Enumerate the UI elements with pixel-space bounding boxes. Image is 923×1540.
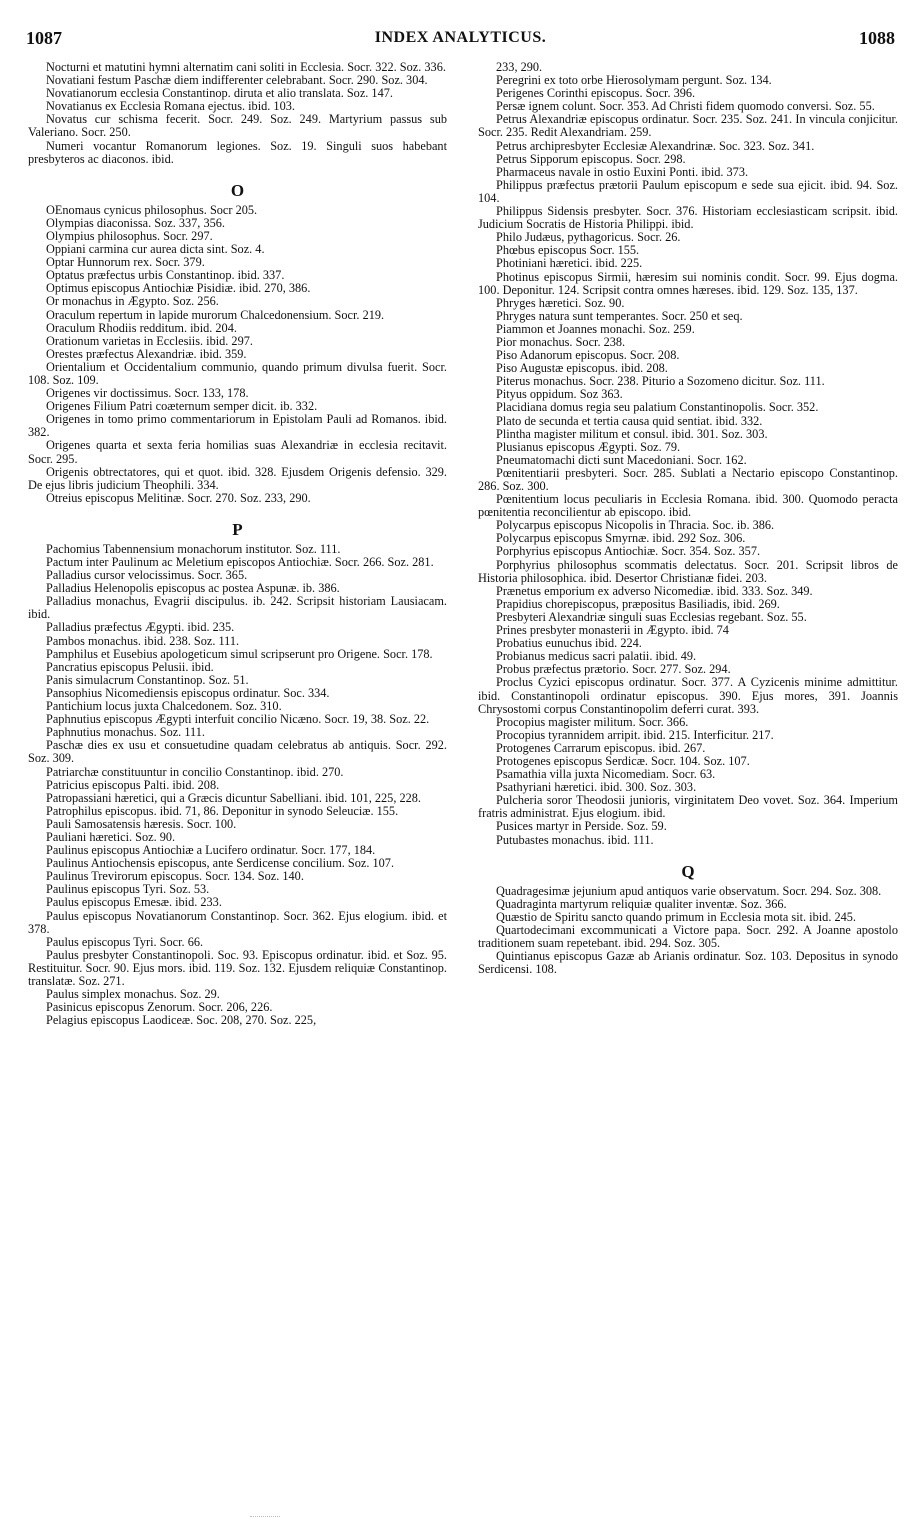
index-entry: Prines presbyter monasterii in Ægypto. ibid. 74 [496,623,729,638]
index-entry: Psamathia villa juxta Nicomediam. Socr. 63. [496,767,716,782]
index-entry: Patricius episcopus Palti. ibid. 208. [46,777,220,792]
index-entry: Paulinus Trevirorum episcopus. Socr. 134. Soz. 140. [46,869,304,884]
index-entry: Paphnutius monachus. Soz. 111. [46,725,205,740]
page-title: INDEX ANALYTICUS. [374,29,547,46]
index-entry: Pneumatomachi dicti sunt Macedoniani. Socr. 162. [496,452,747,467]
index-entry: Origenes Filium Patri coæternum semper dicit. ib. 332. [46,399,318,414]
index-entry: Protogenes episcopus Serdicæ. Socr. 104. Soz. 107. [496,753,750,768]
index-entry: Origenis obtrectatores, qui et quot. ibid. 328. Ejusdem Origenis defensio. 329. De ejus libris judicium Theophili. 334. [28,464,447,492]
index-entry: Piso Adanorum episcopus. Socr. 208. [496,348,680,363]
index-entry: Pelagius episcopus Laodiceæ. Soc. 208, 270. Soz. 225, [46,1013,317,1028]
index-entry: Prapidius chorepiscopus, præpositus Basiliadis, ibid. 269. [496,596,780,611]
index-entry: Paphnutius episcopus Ægypti interfuit concilio Nicæno. Socr. 19, 38. Soz. 22. [46,712,430,727]
index-entry: Quadragesimæ jejunium apud antiquos varie observatum. Socr. 294. Soz. 308. [496,883,882,898]
index-entry: Pulcheria soror Theodosii junioris, virginitatem Deo vovet. Soz. 364. Imperium fratris administrat. Ejus elogium. ibid. [478,793,898,821]
index-entry: Orationum varietas in Ecclesiis. ibid. 297. [46,333,253,348]
index-entry: Photinus episcopus Sirmii, hæresim sui nominis condit. Socr. 99. Ejus dogma. 100. Deponitur. 124. Scripsit contra omnes hæreses. ibid. 129. Soz. 135, 137. [478,269,898,297]
index-entry: Peregrini ex toto orbe Hierosolymam pergunt. Soz. 134. [496,73,772,88]
page-number-left: 1087 [26,28,62,48]
index-entry: Paulus episcopus Novatianorum Constantinop. Socr. 362. Ejus elogium. ibid. et 378. [28,908,447,936]
index-entry: Procopius magister militum. Socr. 366. [496,714,689,729]
index-entry: Prænetus emporium ex adverso Nicomediæ. ibid. 333. Soz. 349. [496,583,813,598]
index-entry: Panis simulacrum Constantinop. Soz. 51. [46,672,249,687]
index-entry: 233, 290. [496,60,543,74]
index-entry: Paulinus episcopus Antiochiæ a Lucifero ordinatur. Socr. 177, 184. [46,843,376,858]
left-column [28,61,447,1027]
index-entry: Putubastes monachus. ibid. 111. [496,832,654,847]
index-entry: Oraculum Rhodiis redditum. ibid. 204. [46,320,237,335]
index-entry: Or monachus in Ægypto. Soz. 256. [46,294,219,309]
index-entry: Novatus cur schisma fecerit. Socr. 249. Soz. 249. Martyrium passus sub Valeriano. Socr. 250. [28,112,447,140]
index-entry: Paulinus episcopus Tyri. Soz. 53. [46,882,210,897]
index-entry: Patrophilus episcopus. ibid. 71, 86. Deponitur in synodo Seleuciæ. 155. [46,803,399,818]
section-gap [28,166,447,175]
index-entry: Plintha magister militum et consul. ibid. 301. Soz. 303. [496,426,768,441]
index-entry: Piso Augustæ episcopus. ibid. 208. [496,361,668,376]
index-entry: Orientalium et Occidentalium communio, quando primum divulsa fuerit. Socr. 108. Soz. 109. [28,359,447,387]
section-letter: P [232,519,243,539]
index-entry: Oppiani carmina cur aurea dicta sint. Soz. 4. [46,242,265,257]
index-entry: Paulus presbyter Constantinopoli. Soc. 93. Episcopus ordinatur. ibid. et Soz. 95. Restituitur. Socr. 90. Ejus mors. ibid. 119. Soz. 132. Ejusdem reliquiæ Constantinop. translatæ. Soz. 271. [28,947,447,988]
index-entry: Paulus simplex monachus. Soz. 29. [46,987,220,1002]
index-entry: Placidiana domus regia seu palatium Constantinopolis. Socr. 352. [496,400,819,415]
index-entry: Philo Judæus, pythagoricus. Socr. 26. [496,230,681,245]
index-entry: Pœnitentium locus peculiaris in Ecclesia Romana. ibid. 300. Quomodo peracta pœnitentia reconcilientur ab episcopo. ibid. [478,492,898,520]
index-entry: Palladius præfectus Ægypti. ibid. 235. [46,620,235,635]
section-gap [28,505,447,514]
index-entry: Novatiani festum Paschæ diem indifferenter celebrabant. Socr. 290. Soz. 304. [46,73,428,88]
index-entry: Palladius cursor velocissimus. Socr. 365. [46,568,248,583]
index-entry: Pambos monachus. ibid. 238. Soz. 111. [46,633,240,648]
index-entry: Phryges hæretici. Soz. 90. [496,295,625,310]
index-entry: Pantichium locus juxta Chalcedonem. Soz. 310. [46,699,282,714]
index-entry: Polycarpus episcopus Nicopolis in Thracia. Soc. ib. 386. [496,518,775,533]
index-entry: Probus præfectus prætorio. Socr. 277. Soz. 294. [496,662,731,677]
index-entry: Probatius eunuchus ibid. 224. [496,636,642,651]
index-entry: Palladius Helenopolis episcopus ac postea Aspunæ. ib. 386. [46,581,340,596]
index-entry: Pior monachus. Socr. 238. [496,334,626,349]
index-entry: Probianus medicus sacri palatii. ibid. 49. [496,649,697,664]
index-entry: Pœnitentiarii presbyteri. Socr. 285. Sublati a Nectario episcopo Constantinop. 286. Soz. 300. [478,465,898,493]
index-entry: Optar Hunnorum rex. Socr. 379. [46,255,205,270]
index-entry: Pansophius Nicomediensis episcopus ordinatur. Soc. 334. [46,685,330,700]
section-letter: O [230,180,245,200]
index-entry: Otreius episcopus Melitinæ. Socr. 270. Soz. 233, 290. [46,490,311,505]
index-entry: Pharmaceus navale in ostio Euxini Ponti. ibid. 373. [496,164,749,179]
index-entry: Pactum inter Paulinum ac Meletium episcopos Antiochiæ. Socr. 266. Soz. 281. [46,555,434,569]
right-column [478,61,898,976]
index-entry: Proclus Cyzici episcopus ordinatur. Socr. 377. A Cyzicenis minime admittitur. ibid. Constantinopoli ordinatur episcopus. 390. Ejus mores, 391. Joannis Chrysostomi corpus Constantinopolim deferri curat. 393. [478,675,898,716]
index-entry: Nocturni et matutini hymni alternatim cani soliti in Ecclesia. Socr. 322. Soz. 336. [46,60,446,74]
index-entry: Olympius philosophus. Socr. 297. [46,228,213,243]
index-entry: Petrus Sipporum episcopus. Socr. 298. [496,151,686,166]
index-entry: Optimus episcopus Antiochiæ Pisidiæ. ibid. 270, 386. [46,281,311,296]
index-entry: Novatianorum ecclesia Constantinop. diruta et alio translata. Soz. 147. [46,86,393,101]
index-entry: Quadraginta martyrum reliquiæ qualiter inventæ. Soz. 366. [496,896,787,911]
index-entry: OEnomaus cynicus philosophus. Socr 205. [46,202,258,217]
index-entry: Pauliani hæretici. Soz. 90. [46,829,176,844]
index-entry: Pamphilus et Eusebius apologeticum simul scripserunt pro Origene. Socr. 178. [46,646,433,661]
index-entry: Pityus oppidum. Soz 363. [496,387,623,402]
index-entry: Polycarpus episcopus Smyrnæ. ibid. 292 Soz. 306. [496,531,746,546]
index-entry: Origenes quarta et sexta feria homilias suas Alexandriæ in ecclesia recitavit. Socr. 295. [28,438,447,466]
index-entry: Olympias diaconissa. Soz. 337, 356. [46,215,225,230]
index-entry: Porphyrius episcopus Antiochiæ. Socr. 354. Soz. 357. [496,544,761,559]
index-entry: Quintianus episcopus Gazæ ab Arianis ordinatur. Soz. 103. Depositus in synodo Serdicensi. 108. [478,949,898,977]
index-entry: Psathyriani hæretici. ibid. 300. Soz. 303. [496,780,697,795]
index-entry: Plato de secunda et tertia causa quid sentiat. ibid. 332. [496,413,763,428]
page-footer-mark [250,1510,280,1517]
index-entry: Patriarchæ constituuntur in concilio Constantinop. ibid. 270. [46,764,344,779]
index-entry: Paulus episcopus Tyri. Socr. 66. [46,934,204,949]
index-entry: Pauli Samosatensis hæresis. Socr. 100. [46,816,237,831]
index-entry: Phryges natura sunt temperantes. Socr. 250 et seq. [496,308,743,323]
index-entry: Origenes in tomo primo commentariorum in Epistolam Pauli ad Romanos. ibid. 382. [28,412,447,440]
index-entry: Quæstio de Spiritu sancto quando primum in Ecclesia mota sit. ibid. 245. [496,909,856,924]
index-entry: Paulinus Antiochensis episcopus, ante Serdicense concilium. Soz. 107. [46,856,395,871]
page-header [26,20,895,56]
index-entry: Petrus Alexandriæ episcopus ordinatur. Socr. 235. Soz. 241. In vincula conjicitur. Socr. 235. Redit Alexandriam. 259. [478,112,898,140]
index-entry: Origenes vir doctissimus. Socr. 133, 178. [46,386,249,401]
index-entry: Patropassiani hæretici, qui a Græcis dicuntur Sabelliani. ibid. 101, 225, 228. [46,790,422,805]
index-entry: Orestes præfectus Alexandriæ. ibid. 359. [46,346,247,361]
index-entry: Presbyteri Alexandriæ singuli suas Ecclesias regebant. Soz. 55. [496,609,807,624]
index-entry: Piterus monachus. Socr. 238. Piturio a Sozomeno dicitur. Soz. 111. [496,374,825,389]
index-entry: Petrus archipresbyter Ecclesiæ Alexandrinæ. Soc. 323. Soz. 341. [496,138,815,153]
index-entry: Paulus episcopus Emesæ. ibid. 233. [46,895,222,910]
index-entry: Procopius tyrannidem arripit. ibid. 215. Interficitur. 217. [496,727,774,742]
index-entry: Pusices martyr in Perside. Soz. 59. [496,819,667,834]
index-entry: Phœbus episcopus Socr. 155. [496,243,640,258]
index-entry: Numeri vocantur Romanorum legiones. Soz. 19. Singuli suos habebant presbyteros ac diaconos. ibid. [28,138,447,166]
page-number-right: 1088 [859,28,895,48]
index-entry: Pasinicus episcopus Zenorum. Socr. 206, 226. [46,1000,273,1015]
index-entry: Pachomius Tabennensium monachorum institutor. Soz. 111. [46,541,341,556]
index-entry: Piammon et Joannes monachi. Soz. 259. [496,321,695,336]
index-entry: Quartodecimani excommunicati a Victore papa. Socr. 292. A Joanne apostolo traditionem suam repetebant. ibid. 294. Soz. 305. [478,922,898,950]
index-entry: Plusianus episcopus Ægypti. Soz. 79. [496,439,681,454]
index-entry: Perigenes Corinthi episcopus. Socr. 396. [496,86,696,101]
index-entry: Pancratius episcopus Pelusii. ibid. [46,659,214,674]
index-entry: Palladius monachus, Evagrii discipulus. ib. 242. Scripsit historiam Lausiacam. ibid. [28,594,447,622]
section-gap [478,847,898,856]
index-entry: Optatus præfectus urbis Constantinop. ibid. 337. [46,268,285,283]
section-letter: Q [681,861,695,881]
index-entry: Oraculum repertum in lapide murorum Chalcedonensium. Socr. 219. [46,307,385,322]
index-entry: Philippus præfectus prætorii Paulum episcopum e sede sua ejicit. ibid. 94. Soz. 104. [478,177,898,205]
index-entry: Porphyrius philosophus scommatis delectatus. Socr. 201. Scripsit libros de Historia philosophica. ibid. Desertor Christianæ fidei. 203. [478,557,898,585]
index-entry: Paschæ dies ex usu et consuetudine quadam celebratus ab antiquis. Socr. 292. Soz. 309. [28,738,447,766]
index-entry: Photiniani hæretici. ibid. 225. [496,256,643,271]
index-entry: Philippus Sidensis presbyter. Socr. 376. Historiam ecclesiasticam scripsit. ibid. Judicium Socratis de Historia Philippi. ibid. [478,204,898,232]
index-entry: Protogenes Carrarum episcopus. ibid. 267. [496,740,706,755]
index-entry: Novatianus ex Ecclesia Romana ejectus. ibid. 103. [46,99,295,114]
index-entry: Persæ ignem colunt. Socr. 353. Ad Christi fidem quomodo conversi. Soz. 55. [496,99,875,114]
